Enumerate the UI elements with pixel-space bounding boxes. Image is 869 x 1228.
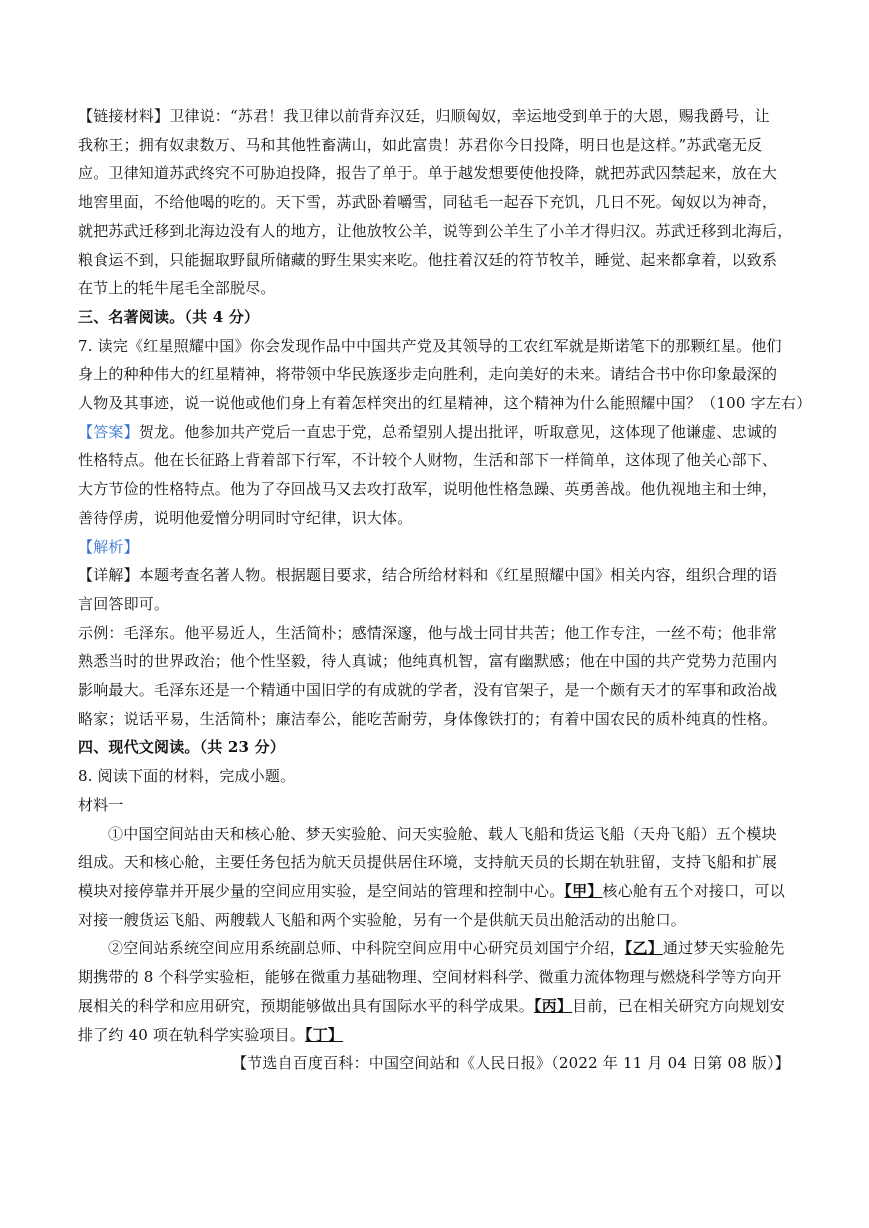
paragraph-line: 组成。天和核心舱，主要任务包括为航天员提供居住环境，支持航天员的长期在轨驻留，支持飞船和扩展: [78, 853, 778, 872]
source-citation: 【节选自百度百科：中国空间站和《人民日报》（2022 年 11 月 04 日第 08 版）】: [231, 1054, 790, 1073]
paragraph-text: 通过梦天实验舱先: [662, 939, 785, 958]
paragraph-text: 模块对接停靠并开展少量的空间应用实验，是空间站的管理和控制中心。: [78, 881, 565, 900]
link-material-line: 就把苏武迁移到北海边没有人的地方，让他放牧公羊，说等到公羊生了小羊才得归汉。苏武迁移到北海后，: [78, 221, 793, 240]
paragraph-text: 展相关的科学和应用研究，预期能够做出具有国际水平的科学成果。: [78, 996, 535, 1015]
answer-tag: 【答案】: [78, 422, 139, 441]
paragraph-2: [78, 934, 790, 1049]
answer-line: 大方节俭的性格特点。他为了夺回战马又去攻打敌军，说明他性格急躁、英勇善战。他仇视地主和士绅，: [78, 480, 778, 499]
paragraph-line: [78, 877, 790, 906]
link-material-line: 应。卫律知道苏武终究不可胁迫投降，报告了单于。单于越发想要使他投降，就把苏武囚禁起来，放在大: [78, 164, 778, 183]
document-page: [78, 102, 812, 1078]
answer-line: 善待俘虏，说明他爱憎分明同时守纪律，识大体。: [78, 508, 413, 527]
example-line: 略家；说话平易，生活简朴；廉洁奉公，能吃苦耐劳，身体像铁打的；有着中国农民的质朴纯真的性格。: [78, 709, 778, 728]
question-8: 8. 阅读下面的材料，完成小题。: [78, 767, 296, 786]
example-line: 熟悉当时的世界政治；他个性坚毅，待人真诚；他纯真机智，富有幽默感；他在中国的共产党势力范围内: [78, 652, 778, 671]
question-line: 7. 读完《红星照耀中国》你会发现作品中中国共产党及其领导的工农红军就是斯诺笔下的那颗红星。他们: [78, 336, 782, 355]
question-line: 人物及其事迹，说一说他或他们身上有着怎样突出的红星精神，这个精神为什么能照耀中国？（100 字左右）: [78, 394, 812, 413]
detail-block: [78, 561, 790, 618]
paragraph-text: 排了约 40 项在轨科学实验项目。: [78, 1025, 306, 1044]
paragraph-1: [78, 820, 790, 935]
example-block: [78, 619, 790, 734]
paragraph-text: ②空间站系统空间应用系统副总师、中科院空间应用中心研究员刘国宁介绍，: [108, 939, 625, 958]
answer-block: [78, 418, 790, 533]
example-line: 影响最大。毛泽东还是一个精通中国旧学的有成就的学者，没有官架子，是一个颇有天才的军事和政治战: [78, 681, 778, 700]
paragraph-line: 对接一艘货运飞船、两艘载人飞船和两个实验舱，另有一个是供航天员出舱活动的出舱口。: [78, 910, 687, 929]
section-heading-classics: 三、名著阅读。（共 4 分）: [78, 307, 260, 326]
link-material: [78, 102, 793, 303]
paragraph-line: [78, 1021, 790, 1050]
paragraph-line: [78, 934, 790, 963]
link-material-line: 地窖里面，不给他喝的吃的。天下雪，苏武卧着嚼雪，同毡毛一起吞下充饥，几日不死。匈奴以为神奇，: [78, 193, 778, 212]
marker-jia: 【甲】: [564, 881, 603, 900]
answer-text: 贺龙。他参加共产党后一直忠于党，总希望别人提出批评，听取意见，这体现了他谦虚、忠诚的: [138, 422, 778, 441]
analysis-tag: 【解析】: [78, 537, 139, 556]
marker-bing: 【丙】: [534, 996, 573, 1015]
paragraph-line: 期携带的 8 个科学实验柜，能够在微重力基础物理、空间材料科学、微重力流体物理与燃烧科学等方向开: [78, 968, 782, 987]
material-label: 材料一: [78, 795, 124, 814]
paragraph-text: 核心舱有五个对接口，可以: [602, 881, 785, 900]
paragraph-line: ①中国空间站由天和核心舱、梦天实验舱、问天实验舱、载人飞船和货运飞船（天舟飞船）五个模块: [108, 824, 777, 843]
question-line: 身上的种种伟大的红星精神，将带领中华民族逐步走向胜利，走向美好的未来。请结合书中你印象最深的: [78, 365, 778, 384]
link-material-line: 【链接材料】卫律说：“苏君！我卫律以前背弃汉廷，归顺匈奴，幸运地受到单于的大恩，赐我爵号，让: [78, 107, 770, 125]
detail-line: 言回答即可。: [78, 594, 170, 613]
link-material-line: 我称王；拥有奴隶数万、马和其他牲畜满山，如此富贵！苏君你今日投降，明日也是这样。”苏武毫无反: [78, 135, 763, 154]
paragraph-text: 目前，已在相关研究方向规划安: [572, 996, 785, 1015]
link-material-line: 粮食运不到，只能掘取野鼠所储藏的野生果实来吃。他拄着汉廷的符节牧羊，睡觉、起来都拿着，以致系: [78, 250, 778, 269]
answer-line: 性格特点。他在长征路上背着部下行军，不计较个人财物，生活和部下一样简单，这体现了他关心部下、: [78, 451, 778, 470]
marker-yi: 【乙】: [624, 939, 663, 958]
link-material-line: 在节上的牦牛尾毛全部脱尽。: [78, 279, 276, 298]
paragraph-line: [78, 992, 790, 1021]
example-line: 示例：毛泽东。他平易近人，生活简朴；感情深邃，他与战士同甘共苦；他工作专注，一丝不苟；他非常: [78, 623, 778, 642]
question-7: [78, 332, 812, 418]
detail-line: 【详解】本题考查名著人物。根据题目要求，结合所给材料和《红星照耀中国》相关内容，组织合理的语: [78, 566, 778, 585]
answer-line: [78, 418, 790, 447]
section-heading-modern-reading: 四、现代文阅读。（共 23 分）: [78, 738, 286, 757]
marker-ding: 【丁】: [305, 1025, 344, 1044]
